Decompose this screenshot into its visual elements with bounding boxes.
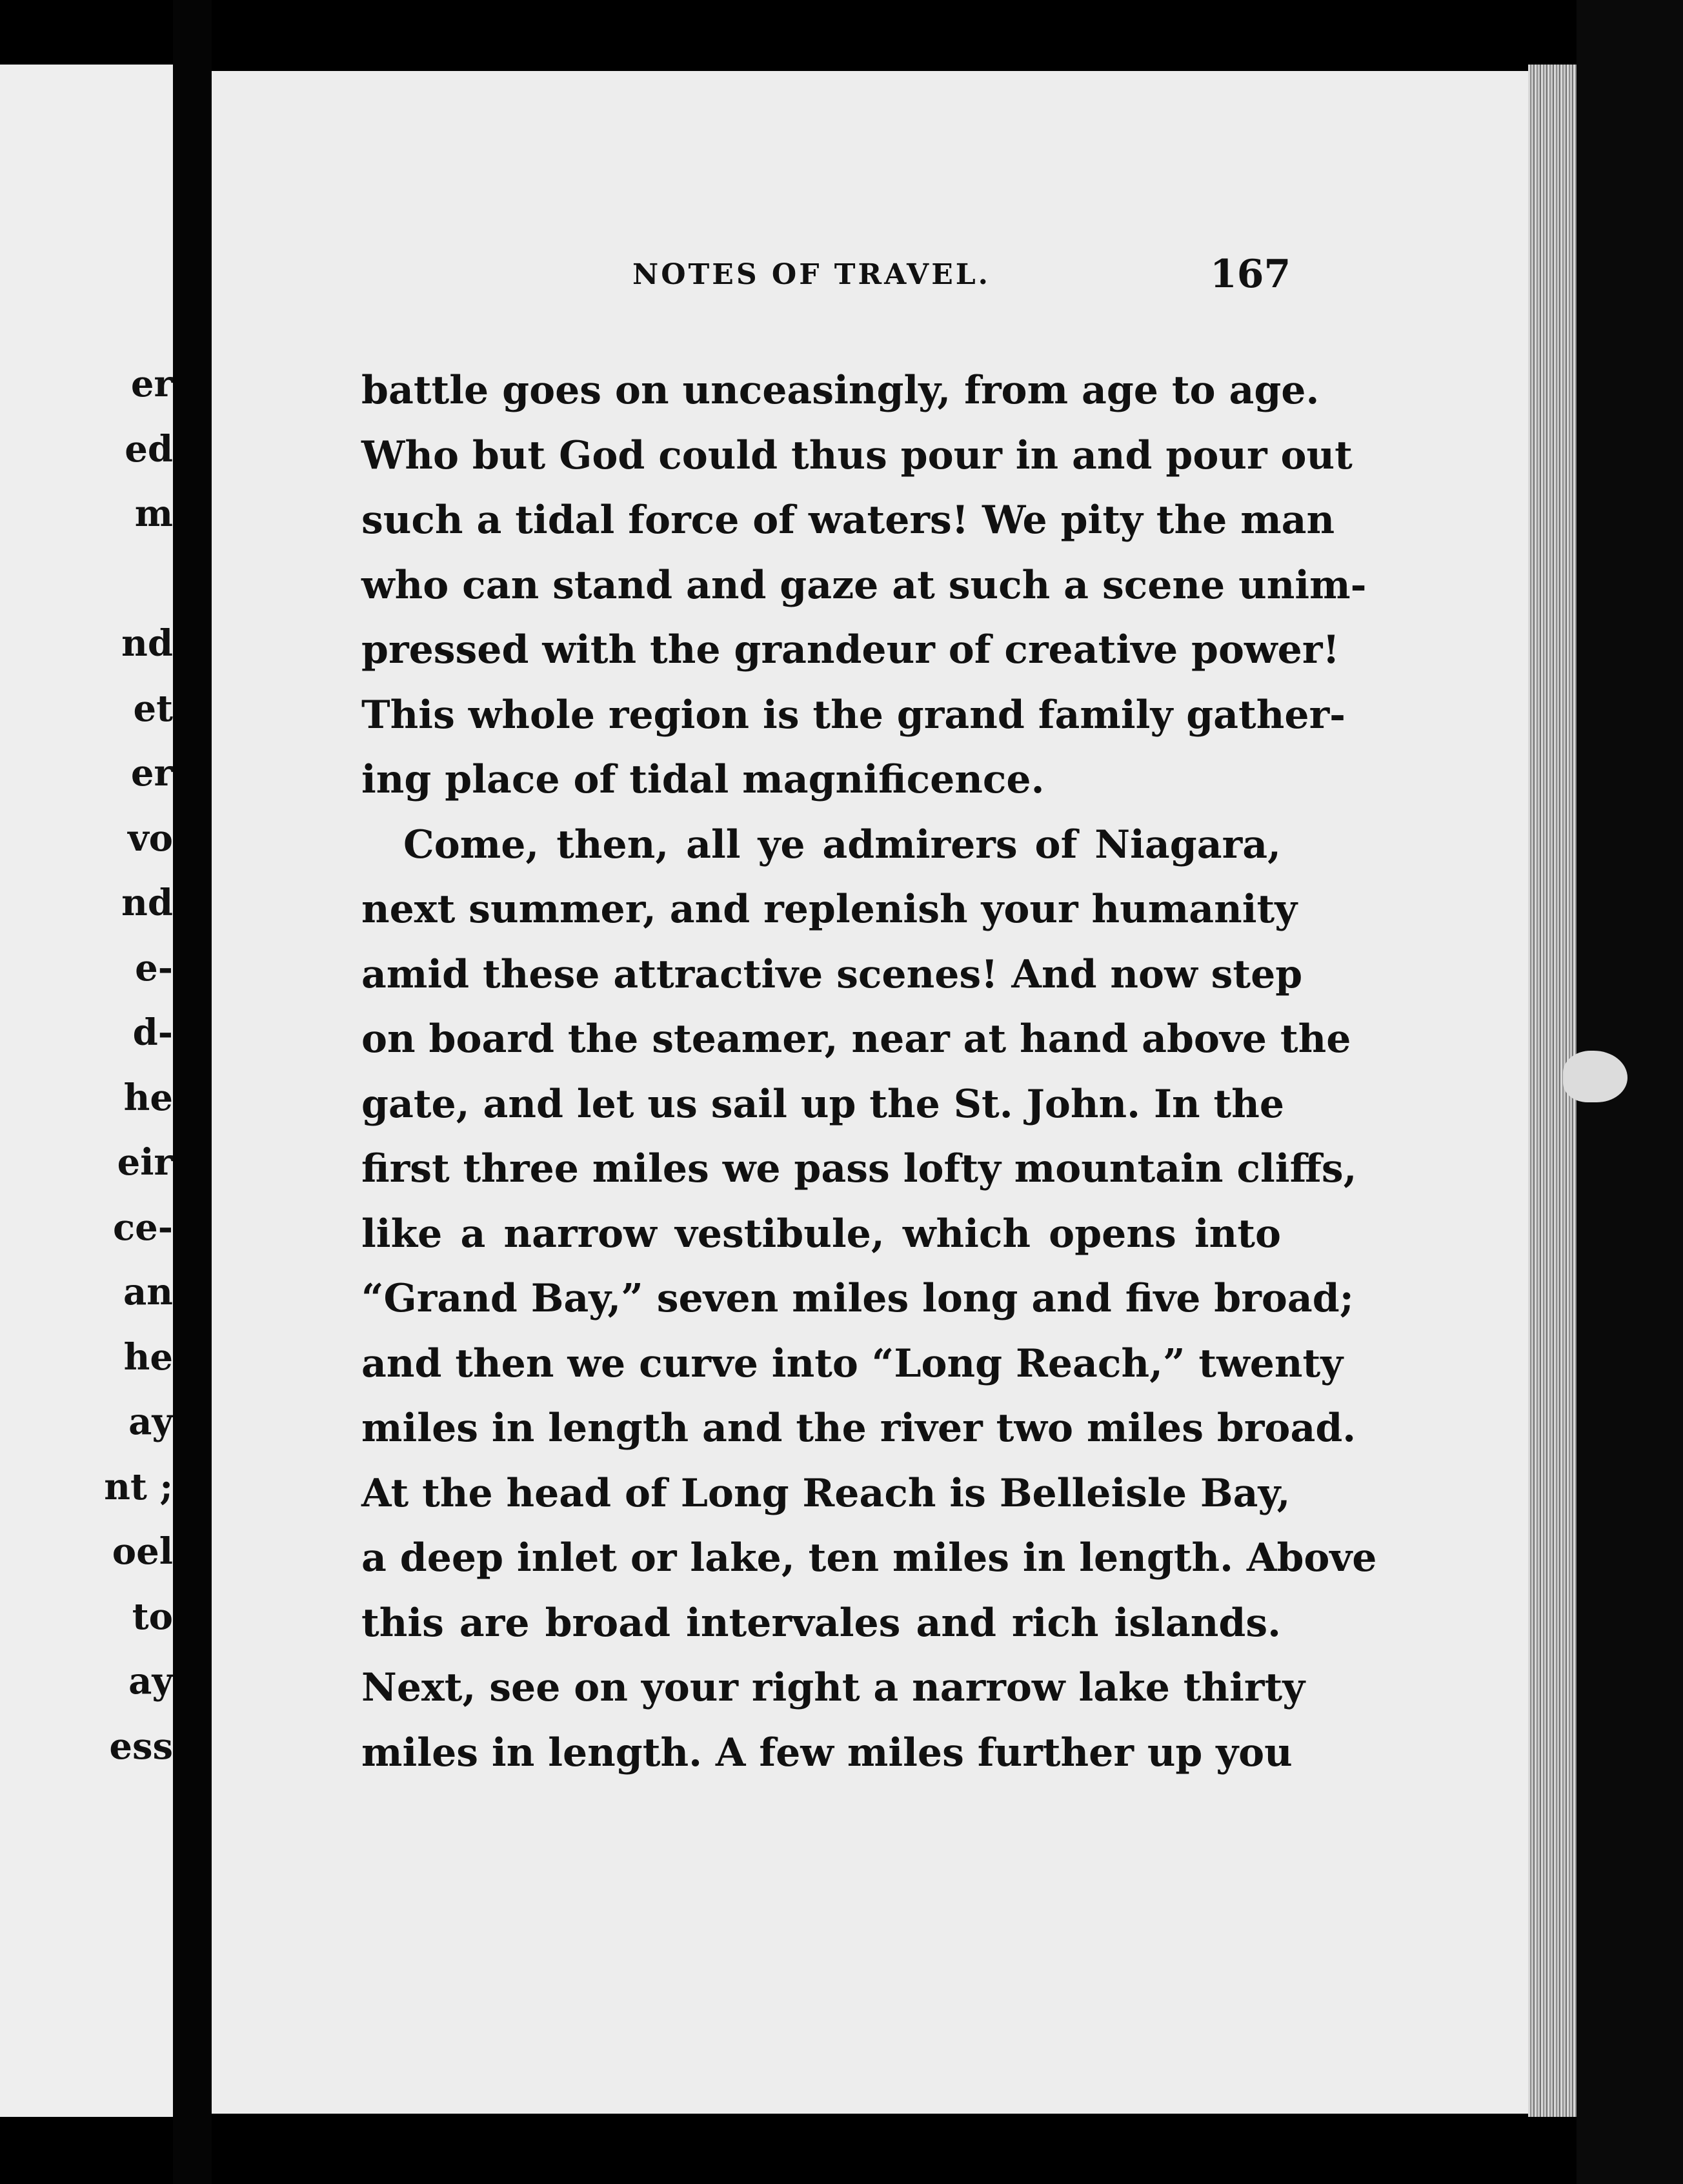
running-title: NOTES OF TRAVEL. [632, 258, 991, 291]
body-text [361, 358, 1377, 1785]
text-line: next summer, and replenish your humanity [361, 887, 1298, 932]
fragment-line: ce- [113, 1206, 173, 1249]
book-gutter [173, 0, 212, 2184]
text-line: on board the steamer, near at hand above the [361, 1016, 1351, 1062]
text-line: gate, and let us sail up the St. John. In the [361, 1081, 1285, 1127]
fragment-line: eir [117, 1141, 173, 1184]
fragment-line: ay [128, 1660, 173, 1703]
page-edge-blemish [1563, 1051, 1628, 1102]
text-line: Next, see on your right a narrow lake thirty [361, 1665, 1305, 1710]
fragment-line: to [132, 1595, 173, 1638]
fragment-line: et [133, 687, 173, 730]
text-line: Come, then, all ye admirers of Niagara, [403, 822, 1281, 867]
text-line: like a narrow vestibule, which opens into [361, 1211, 1281, 1257]
fragment-line: oel [112, 1530, 173, 1573]
text-line: “Grand Bay,” seven miles long and five broad; [361, 1276, 1354, 1321]
previous-page-edge [0, 65, 173, 2117]
fragment-line: vo [128, 816, 173, 860]
text-line: miles in length and the river two miles broad. [361, 1406, 1356, 1451]
fragment-line: d- [132, 1011, 173, 1054]
fragment-line: ess [109, 1724, 173, 1768]
text-line: ing place of tidal magnificence. [361, 757, 1045, 802]
text-line: who can stand and gaze at such a scene unim- [361, 562, 1367, 608]
previous-page-text-fragments [104, 352, 173, 1779]
paragraph [361, 358, 1367, 813]
fragment-line: he [123, 1335, 173, 1379]
fragment-line: nt ; [104, 1465, 173, 1508]
text-line: pressed with the grandeur of creative power! [361, 627, 1340, 672]
text-line: this are broad intervales and rich islands. [361, 1600, 1281, 1646]
text-line: This whole region is the grand family gather- [361, 692, 1346, 738]
fragment-line: ay [128, 1400, 173, 1443]
text-line: At the head of Long Reach is Belleisle Bay, [361, 1470, 1291, 1516]
fragment-line: an [123, 1271, 173, 1313]
fragment-line: e- [135, 946, 173, 989]
fragment-line [104, 547, 173, 612]
text-line: battle goes on unceasingly, from age to age. [361, 368, 1320, 413]
fragment-line: he [123, 1076, 173, 1119]
fragment-line: nd [121, 882, 173, 924]
text-line: amid these attractive scenes! And now step [361, 951, 1303, 997]
fragment-line: ed [125, 427, 173, 470]
fragment-line: m [134, 492, 173, 535]
fragment-line: er [130, 752, 173, 794]
text-line: such a tidal force of waters! We pity the man [361, 498, 1335, 543]
fragment-line: nd [121, 622, 173, 665]
paragraph [361, 813, 1377, 1786]
text-line: a deep inlet or lake, ten miles in length. Above [361, 1535, 1377, 1581]
fragment-line: er [130, 363, 173, 405]
text-line: first three miles we pass lofty mountain cliffs, [361, 1146, 1357, 1191]
text-line: and then we curve into “Long Reach,” twenty [361, 1340, 1344, 1386]
text-line: miles in length. A few miles further up you [361, 1730, 1293, 1775]
page-number: 167 [1210, 252, 1291, 297]
text-line: Who but God could thus pour in and pour out [361, 432, 1353, 478]
